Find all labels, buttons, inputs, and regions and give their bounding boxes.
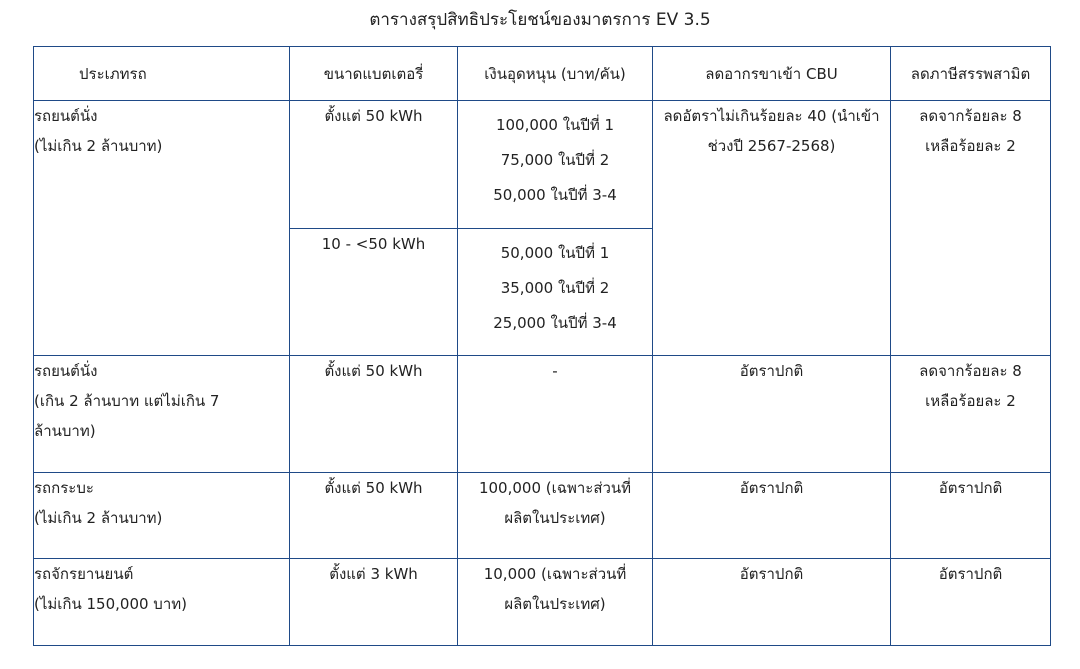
subsidy-year-3-4: 50,000 ในปีที่ 3-4 — [493, 186, 617, 204]
subsidy-year-1: 50,000 ในปีที่ 1 — [500, 244, 610, 262]
subsidy-year-1: 100,000 ในปีที่ 1 — [495, 116, 615, 134]
cell-excise-tax: อัตราปกติ — [891, 559, 1051, 646]
table-row — [34, 559, 1051, 646]
cell-battery-size: ตั้งแต่ 50 kWh — [290, 101, 458, 229]
vehicle-type-condition-cont: ล้านบาท) — [34, 422, 96, 440]
vehicle-type-condition: (ไม่เกิน 2 ล้านบาท) — [34, 509, 163, 527]
excise-text-line2: เหลือร้อยละ 2 — [925, 137, 1016, 155]
vehicle-type-name: รถกระบะ — [34, 479, 94, 497]
subsidy-amount: 10,000 (เฉพาะส่วนที่ — [483, 565, 627, 583]
cell-vehicle-type — [34, 101, 290, 356]
excise-text-line1: ลดจากร้อยละ 8 — [919, 107, 1022, 125]
subsidy-condition: ผลิตในประเทศ) — [504, 595, 606, 613]
cell-excise-tax: อัตราปกติ — [891, 473, 1051, 559]
table-row — [34, 356, 1051, 473]
table-row — [34, 101, 1051, 229]
table-row — [34, 473, 1051, 559]
header-row — [34, 47, 1051, 101]
header-vehicle-type: ประเภทรถ — [34, 47, 290, 101]
cell-excise-tax — [891, 101, 1051, 356]
vehicle-type-condition: (ไม่เกิน 2 ล้านบาท) — [34, 137, 163, 155]
ev-benefits-table — [33, 46, 1051, 646]
cell-cbu-import-duty: อัตราปกติ — [653, 473, 891, 559]
vehicle-type-name: รถยนต์นั่ง — [34, 107, 98, 125]
cell-subsidy — [458, 559, 653, 646]
cell-cbu-import-duty: อัตราปกติ — [653, 356, 891, 473]
vehicle-type-condition: (ไม่เกิน 150,000 บาท) — [34, 595, 187, 613]
vehicle-type-condition: (เกิน 2 ล้านบาท แต่ไม่เกิน 7 — [34, 392, 220, 410]
subsidy-year-2: 75,000 ในปีที่ 2 — [500, 151, 610, 169]
header-subsidy: เงินอุดหนุน (บาท/คัน) — [458, 47, 653, 101]
cell-battery-size: ตั้งแต่ 50 kWh — [290, 356, 458, 473]
subsidy-none-dash: - — [552, 362, 558, 380]
cell-battery-size: ตั้งแต่ 3 kWh — [290, 559, 458, 646]
cell-subsidy — [458, 101, 653, 229]
header-excise-tax: ลดภาษีสรรพสามิต — [891, 47, 1051, 101]
subsidy-year-2: 35,000 ในปีที่ 2 — [500, 279, 610, 297]
header-cbu-import-duty: ลดอากรขาเข้า CBU — [653, 47, 891, 101]
subsidy-condition: ผลิตในประเทศ) — [504, 509, 606, 527]
cbu-text-line1: ลดอัตราไม่เกินร้อยละ 40 (นำเข้า — [663, 107, 880, 125]
vehicle-type-name: รถยนต์นั่ง — [34, 362, 98, 380]
header-battery-size: ขนาดแบตเตอรี่ — [290, 47, 458, 101]
cbu-text-line2: ช่วงปี 2567-2568) — [707, 137, 836, 155]
cell-subsidy — [458, 356, 653, 473]
document-title: ตารางสรุปสิทธิประโยชน์ของมาตรการ EV 3.5 — [369, 10, 711, 30]
cell-vehicle-type — [34, 356, 290, 473]
cell-excise-tax — [891, 356, 1051, 473]
cell-battery-size: ตั้งแต่ 50 kWh — [290, 473, 458, 559]
excise-text-line1: ลดจากร้อยละ 8 — [919, 362, 1022, 380]
cell-cbu-import-duty: อัตราปกติ — [653, 559, 891, 646]
subsidy-amount: 100,000 (เฉพาะส่วนที่ — [478, 479, 632, 497]
subsidy-year-3-4: 25,000 ในปีที่ 3-4 — [493, 314, 617, 332]
vehicle-type-name: รถจักรยานยนต์ — [34, 565, 134, 583]
cell-subsidy — [458, 473, 653, 559]
excise-text-line2: เหลือร้อยละ 2 — [925, 392, 1016, 410]
cell-battery-size: 10 - <50 kWh — [290, 229, 458, 356]
cell-cbu-import-duty — [653, 101, 891, 356]
cell-vehicle-type — [34, 559, 290, 646]
cell-subsidy — [458, 229, 653, 356]
cell-vehicle-type — [34, 473, 290, 559]
